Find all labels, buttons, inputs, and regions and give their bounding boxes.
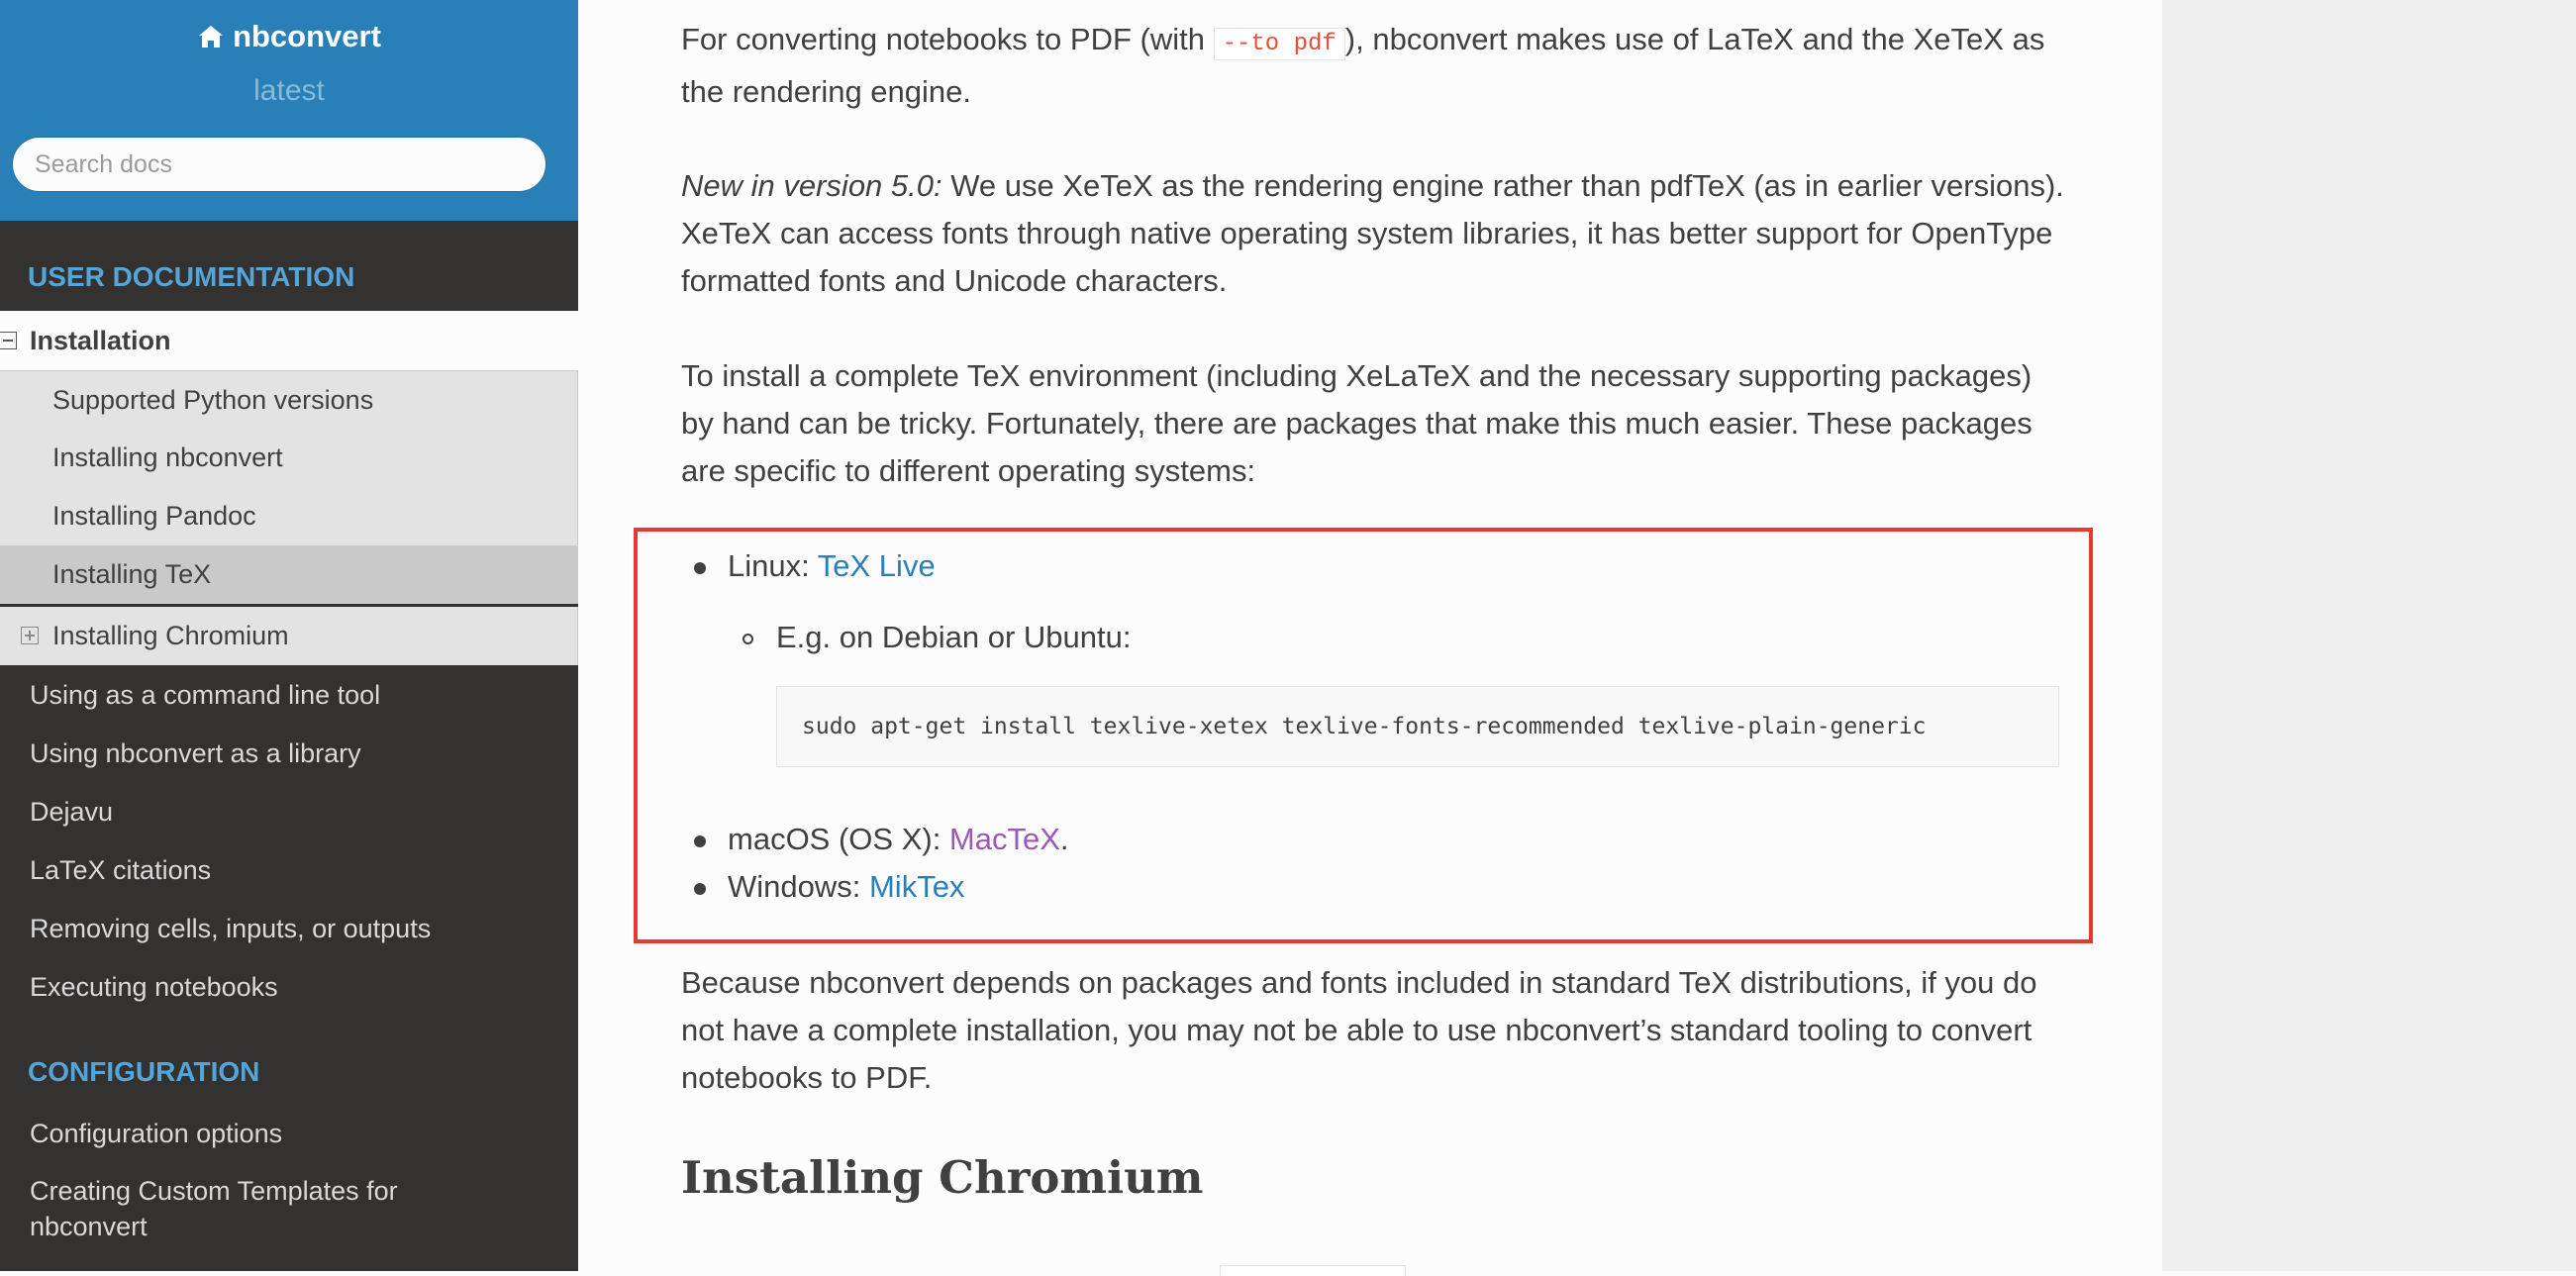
version-added: New in version 5.0: xyxy=(681,168,942,203)
sidebar-item-installing-pandoc[interactable]: Installing Pandoc xyxy=(0,487,578,545)
caption-user-documentation: USER DOCUMENTATION xyxy=(28,261,355,292)
collapse-toggle-icon[interactable] xyxy=(0,332,17,349)
text: Windows: xyxy=(728,869,869,904)
bullet-circle xyxy=(743,634,753,644)
caption-configuration: CONFIGURATION xyxy=(28,1056,260,1087)
mactex-link[interactable]: MacTeX xyxy=(948,822,1060,856)
bullet xyxy=(694,883,706,895)
sidebar xyxy=(0,0,578,1271)
list-item-linux xyxy=(728,545,936,587)
sidebar-item-installing-tex[interactable]: Installing TeX xyxy=(0,545,578,604)
sidebar-header xyxy=(0,0,578,221)
text: macOS (OS X): xyxy=(728,822,949,856)
sidebar-item-configuration-options[interactable]: Configuration options xyxy=(30,1119,283,1148)
sidebar-item-latex-citations[interactable]: LaTeX citations xyxy=(30,855,212,885)
paragraph-install-tex: To install a complete TeX environment (including XeLaTeX and the necessary supporting packages) by hand can be tricky. Fortunately, there are packages that make this much easier. These packages are specific to different operating systems: xyxy=(681,358,2032,488)
brand-name: nbconvert xyxy=(233,19,381,53)
code-block: sudo apt-get install texlive-xetex texlive-fonts-recommended texlive-plain-generic xyxy=(776,686,2059,767)
sidebar-item-command-line[interactable]: Using as a command line tool xyxy=(30,680,381,710)
sidebar-item-executing-notebooks[interactable]: Executing notebooks xyxy=(30,972,278,1002)
right-margin xyxy=(2162,0,2576,1271)
inline-code: --to pdf xyxy=(1214,28,1345,60)
sidebar-item-library[interactable]: Using nbconvert as a library xyxy=(30,738,361,768)
sidebar-item-installation[interactable] xyxy=(0,311,578,370)
sidebar-item-installing-chromium[interactable] xyxy=(0,607,578,665)
expand-toggle-icon[interactable] xyxy=(21,627,39,644)
sidebar-item-custom-templates[interactable]: Creating Custom Templates for nbconvert xyxy=(30,1176,398,1241)
sidebar-item-removing-cells[interactable]: Removing cells, inputs, or outputs xyxy=(30,914,432,943)
search-input[interactable] xyxy=(12,137,546,192)
sidebar-item-dejavu[interactable]: Dejavu xyxy=(30,797,114,827)
list-item-macos xyxy=(728,819,1069,860)
sidebar-item-supported-python[interactable]: Supported Python versions xyxy=(0,370,578,429)
paragraph-dependency-note: Because nbconvert depends on packages and fonts included in standard TeX distributions, if you do not have a complete installation, you may not be able to use nbconvert’s standard tooling to convert notebooks to PDF. xyxy=(681,965,2037,1095)
brand-link[interactable] xyxy=(0,16,578,57)
paragraph-pdf-intro xyxy=(681,16,2067,116)
list-item-debian: E.g. on Debian or Ubuntu: xyxy=(776,620,1132,654)
bullet xyxy=(694,835,706,847)
main-content xyxy=(578,0,2162,1271)
bullet xyxy=(694,562,706,574)
sidebar-item-label: Installation xyxy=(30,326,171,355)
text: ), nbconvert makes use of LaTeX and the XeTeX as the rendering engine. xyxy=(681,22,2045,109)
sidebar-item-installing-nbconvert[interactable]: Installing nbconvert xyxy=(0,429,578,487)
list-item-windows xyxy=(728,866,964,908)
text: Linux: xyxy=(728,548,818,583)
home-icon xyxy=(197,24,225,49)
text: For converting notebooks to PDF (with xyxy=(681,22,1214,56)
text: We use XeTeX as the rendering engine rather than pdfTeX (as in earlier versions). XeTeX can access fonts through native operating system libraries, it has better support for OpenType formatted fonts and Unicode characters. xyxy=(681,168,2064,298)
text: . xyxy=(1059,822,1069,856)
miktex-link[interactable]: MikTex xyxy=(868,869,965,904)
sidebar-item-label: Installing Chromium xyxy=(52,621,289,650)
paragraph-version-note xyxy=(681,162,2067,305)
tex-live-link[interactable]: TeX Live xyxy=(817,548,936,583)
section-heading: Installing Chromium xyxy=(681,1151,1204,1204)
version-label: latest xyxy=(253,74,325,107)
